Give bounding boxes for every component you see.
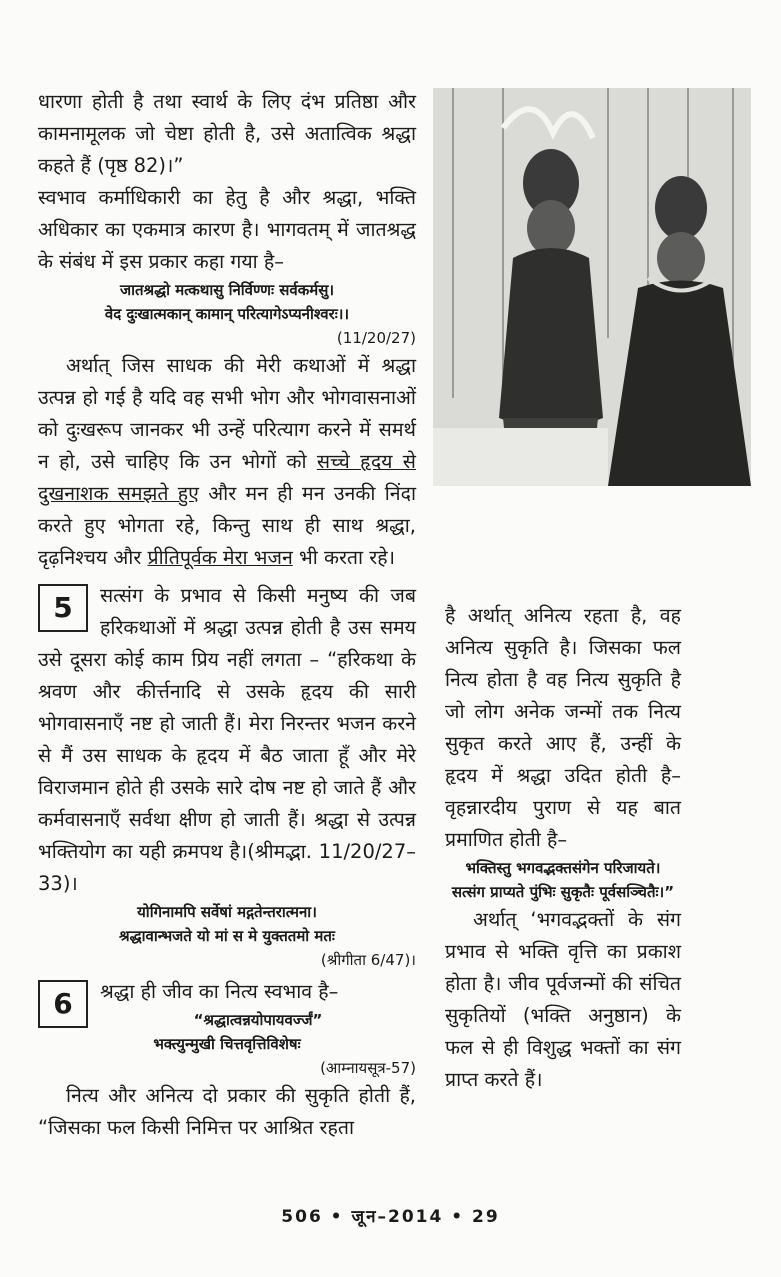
verse-line: सत्संग प्राप्यते पुंभिः सुकृतैः पूर्वसञ्चितैः।”: [451, 883, 675, 901]
verse-line: भक्त्युन्मुखी चित्तवृत्तिविशेषः: [153, 1035, 301, 1053]
text-run: भी करता रहे।: [292, 546, 396, 569]
verse-line: “श्रद्धात्वन्नयोपायवर्ज्जं”: [193, 1011, 323, 1029]
verse-line: योगिनामपि सर्वेषां मद्गतेन्तरात्मना।: [137, 903, 317, 921]
verse-line: वेद दुःखात्मकान् कामान् परित्यागेऽप्यनीश्वरः।।: [104, 305, 350, 323]
deity-photo-illustration: [433, 88, 751, 486]
left-column: [38, 86, 416, 1144]
underlined-text: प्रीतिपूर्वक मेरा भजन: [147, 546, 293, 569]
deity-photo: [433, 88, 751, 486]
verse-reference: (श्रीगीता 6/47)।: [320, 951, 416, 969]
paragraph: श्रद्धा ही जीव का नित्य स्वभाव है–: [100, 980, 339, 1003]
paragraph: [38, 350, 416, 574]
paragraph: स्वभाव कर्माधिकारी का हेतु है और श्रद्धा, भक्ति अधिकार का एकमात्र कारण है। भागवतम् में जातश्रद्ध के संबंध में इस प्रकार कहा गया है–: [38, 186, 416, 273]
paragraph: धारणा होती है तथा स्वार्थ के लिए दंभ प्रतिष्ठा और कामनामूलक जो चेष्टा होती है, उसे अतात्विक श्रद्धा कहते हैं (पृष्ठ 82)।”: [38, 90, 416, 177]
verse-line: भक्तिस्तु भगवद्भक्तसंगेन परिजायते।: [465, 859, 661, 877]
verse-line: श्रद्धावान्भजते यो मां स मे युक्ततमो मतः: [119, 927, 335, 945]
paragraph: अर्थात् ‘भगवद्भक्तों के संग प्रभाव से भक्ति वृत्ति का प्रकाश होता है। जीव पूर्वजन्मों की संचित सुकृतियों (भक्ति अनुष्ठान) के फल से ही विशुद्ध भक्तों का संग प्राप्त करते हैं।: [445, 908, 681, 1091]
verse-reference: (11/20/27): [336, 329, 416, 347]
text-run: अर्थात् जिस साधक की मेरी कथाओं में श्रद्धा उत्पन्न हो गई है यदि वह सभी भोग और भोगवासनाओं को दुःखरूप जानकर भी उन्हें परित्याग करने में समर्थ न हो, उसे चाहिए कि उन भोगों को: [38, 354, 416, 473]
paragraph: है अर्थात् अनित्य रहता है, वह अनित्य सुकृति है। जिसका फल नित्य होता है वह नित्य सुकृति है जो लोग अनेक जन्मों तक नित्य सुकृत करते आए हैं, उन्हीं के हृदय में श्रद्धा उदित होती है– वृहन्नारदीय पुराण से यह बात प्रमाणित होती है–: [445, 604, 681, 851]
section-number-box: 5: [38, 584, 88, 632]
paragraph: नित्य और अनित्य दो प्रकार की सुकृति होती हैं, “जिसका फल किसी निमित्त पर आश्रित रहता: [38, 1084, 416, 1139]
underlined-text: सच्चे हृदय से दुखनाशक समझते हुए: [38, 450, 416, 505]
page-footer: 506 • जून–2014 • 29: [281, 1207, 500, 1227]
right-column: [445, 600, 681, 1096]
section-number-box: 6: [38, 980, 88, 1028]
paragraph: सत्संग के प्रभाव से किसी मनुष्य की जब हरिकथाओं में श्रद्धा उत्पन्न होती है उस समय उसे दूसरा कोई काम प्रिय नहीं लगता – “हरिकथा के श्रवण और कीर्त्तनादि से उसके हृदय की सारी भोगवासनाएँ नष्ट हो जाती हैं। मेरा निरन्तर भजन करने से मैं उस साधक के हृदय में बैठ जाता हूँ और मेरे विराजमान होते ही उसके सारे दोष नष्ट हो जाते हैं और कर्मवासनाएँ सर्वथा क्षीण हो जाती हैं। श्रद्धा से उत्पन्न भक्तियोग का यही क्रमपथ है।(श्रीमद्भा. 11/20/27–33)।: [38, 584, 416, 895]
verse-line: जातश्रद्धो मत्कथासु निर्विण्णः सर्वकर्मसु।: [119, 281, 335, 299]
verse-reference: (आम्नायसूत्र-57): [320, 1059, 416, 1077]
text-run: और मन ही मन उनकी निंदा करते हुए भोगता रहे, किन्तु साथ ही साथ श्रद्धा, दृढ़निश्चय और: [38, 482, 416, 569]
